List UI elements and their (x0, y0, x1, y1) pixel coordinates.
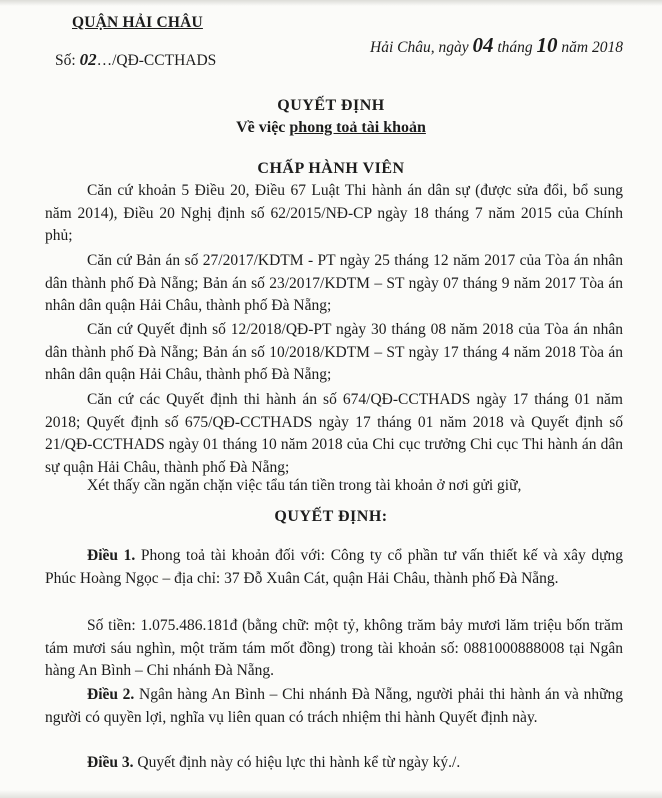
article-3 (45, 752, 623, 775)
document-number-suffix: …/QĐ-CCTHADS (96, 52, 217, 69)
ground-paragraph: Căn cứ khoản 5 Điều 20, Điều 67 Luật Thi hành án dân sự (được sửa đổi, bổ sung năm 2014), Điều 20 Nghị định số 62/2015/NĐ-CP ngày 18 tháng 7 năm 2015 của Chính phủ; (45, 182, 623, 244)
article-2-text: Ngân hàng An Bình – Chi nhánh Đà Nẵng, người phải thi hành án và những người có quyền lợi, nghĩa vụ liên quan có trách nhiệm thi hành Quyết định này. (45, 686, 623, 726)
article-1 (45, 545, 623, 590)
officer-heading: CHẤP HÀNH VIÊN (257, 160, 405, 177)
article-1-text: Phong toả tài khoản đối với: Công ty cổ phần tư vấn thiết kế và xây dựng Phúc Hoàng Ngọc – địa chỉ: 37 Đỗ Xuân Cát, quận Hải Châu, thành phố Đà Nẵng. (45, 547, 624, 587)
dateline-place: Hải Châu, ngày (370, 39, 473, 56)
scan-edge-bottom (0, 790, 662, 798)
article-1-label: Điều 1. (87, 547, 136, 564)
ground-paragraph: Căn cứ các Quyết định thi hành án số 674/QĐ-CCTHADS ngày 17 tháng 01 năm 2018; Quyết định số 675/QĐ-CCTHADS ngày 17 tháng 01 năm 2018 và Quyết định số 21/QĐ-CCTHADS ngày 01 tháng 10 năm 2018 của Chi cục trưởng Chi cục Thi hành án dân sự quận Hải Châu, thành phố Đà Nẵng; (45, 391, 623, 476)
scan-edge-top (0, 0, 662, 6)
document-number-handwritten: 02 (79, 50, 97, 69)
decision-heading: QUYẾT ĐỊNH: (274, 508, 388, 525)
document-title: QUYẾT ĐỊNH (277, 97, 385, 114)
ground-paragraph: Căn cứ Quyết định số 12/2018/QĐ-PT ngày 30 tháng 08 năm 2018 của Tòa án nhân dân thành phố Đà Nẵng; Bản án số 10/2018/KDTM – ST ngày 17 tháng 4 năm 2018 Tòa án nhân dân quận Hải Châu, thành phố Đà Nẵng; (45, 321, 623, 383)
dateline-year: năm 2018 (557, 39, 623, 56)
document-number (55, 50, 216, 70)
dateline-day: 04 (472, 33, 494, 57)
article-2 (45, 684, 623, 729)
subtitle-subject: phong toả tài khoản (289, 119, 426, 136)
dateline (370, 33, 623, 58)
ground-paragraph: Xét thấy cần ngăn chặn việc tẩu tán tiền trong tài khoản ở nơi gửi giữ, (87, 477, 522, 494)
dateline-month: 10 (536, 33, 558, 57)
document-subtitle (0, 119, 662, 137)
document-number-prefix: Số: (55, 52, 80, 69)
ground-paragraph: Căn cứ Bản án số 27/2017/KDTM - PT ngày 25 tháng 12 năm 2017 của Tòa án nhân dân thành phố Đà Nẵng; Bản án số 23/2017/KDTM – ST ngày 07 tháng 9 năm 2017 Tòa án nhân dân quận Hải Châu, thành phố Đà Nẵng; (45, 252, 623, 314)
subtitle-prefix: Về việc (236, 119, 290, 136)
dateline-month-label: tháng (493, 39, 537, 56)
article-3-text: Quyết định này có hiệu lực thi hành kể từ ngày ký./. (133, 754, 461, 771)
issuing-agency: QUẬN HẢI CHÂU (72, 14, 203, 31)
article-3-label: Điều 3. (87, 754, 134, 771)
amount-paragraph: Số tiền: 1.075.486.181đ (bằng chữ: một tỷ, không trăm bảy mươi lăm triệu bốn trăm tám mươi sáu nghìn, một trăm tám mốt đồng) trong tài khoản số: 0881000888008 tại Ngân hàng An Bình – Chi nhánh Đà Nẵng. (45, 617, 623, 679)
article-2-label: Điều 2. (87, 686, 135, 703)
